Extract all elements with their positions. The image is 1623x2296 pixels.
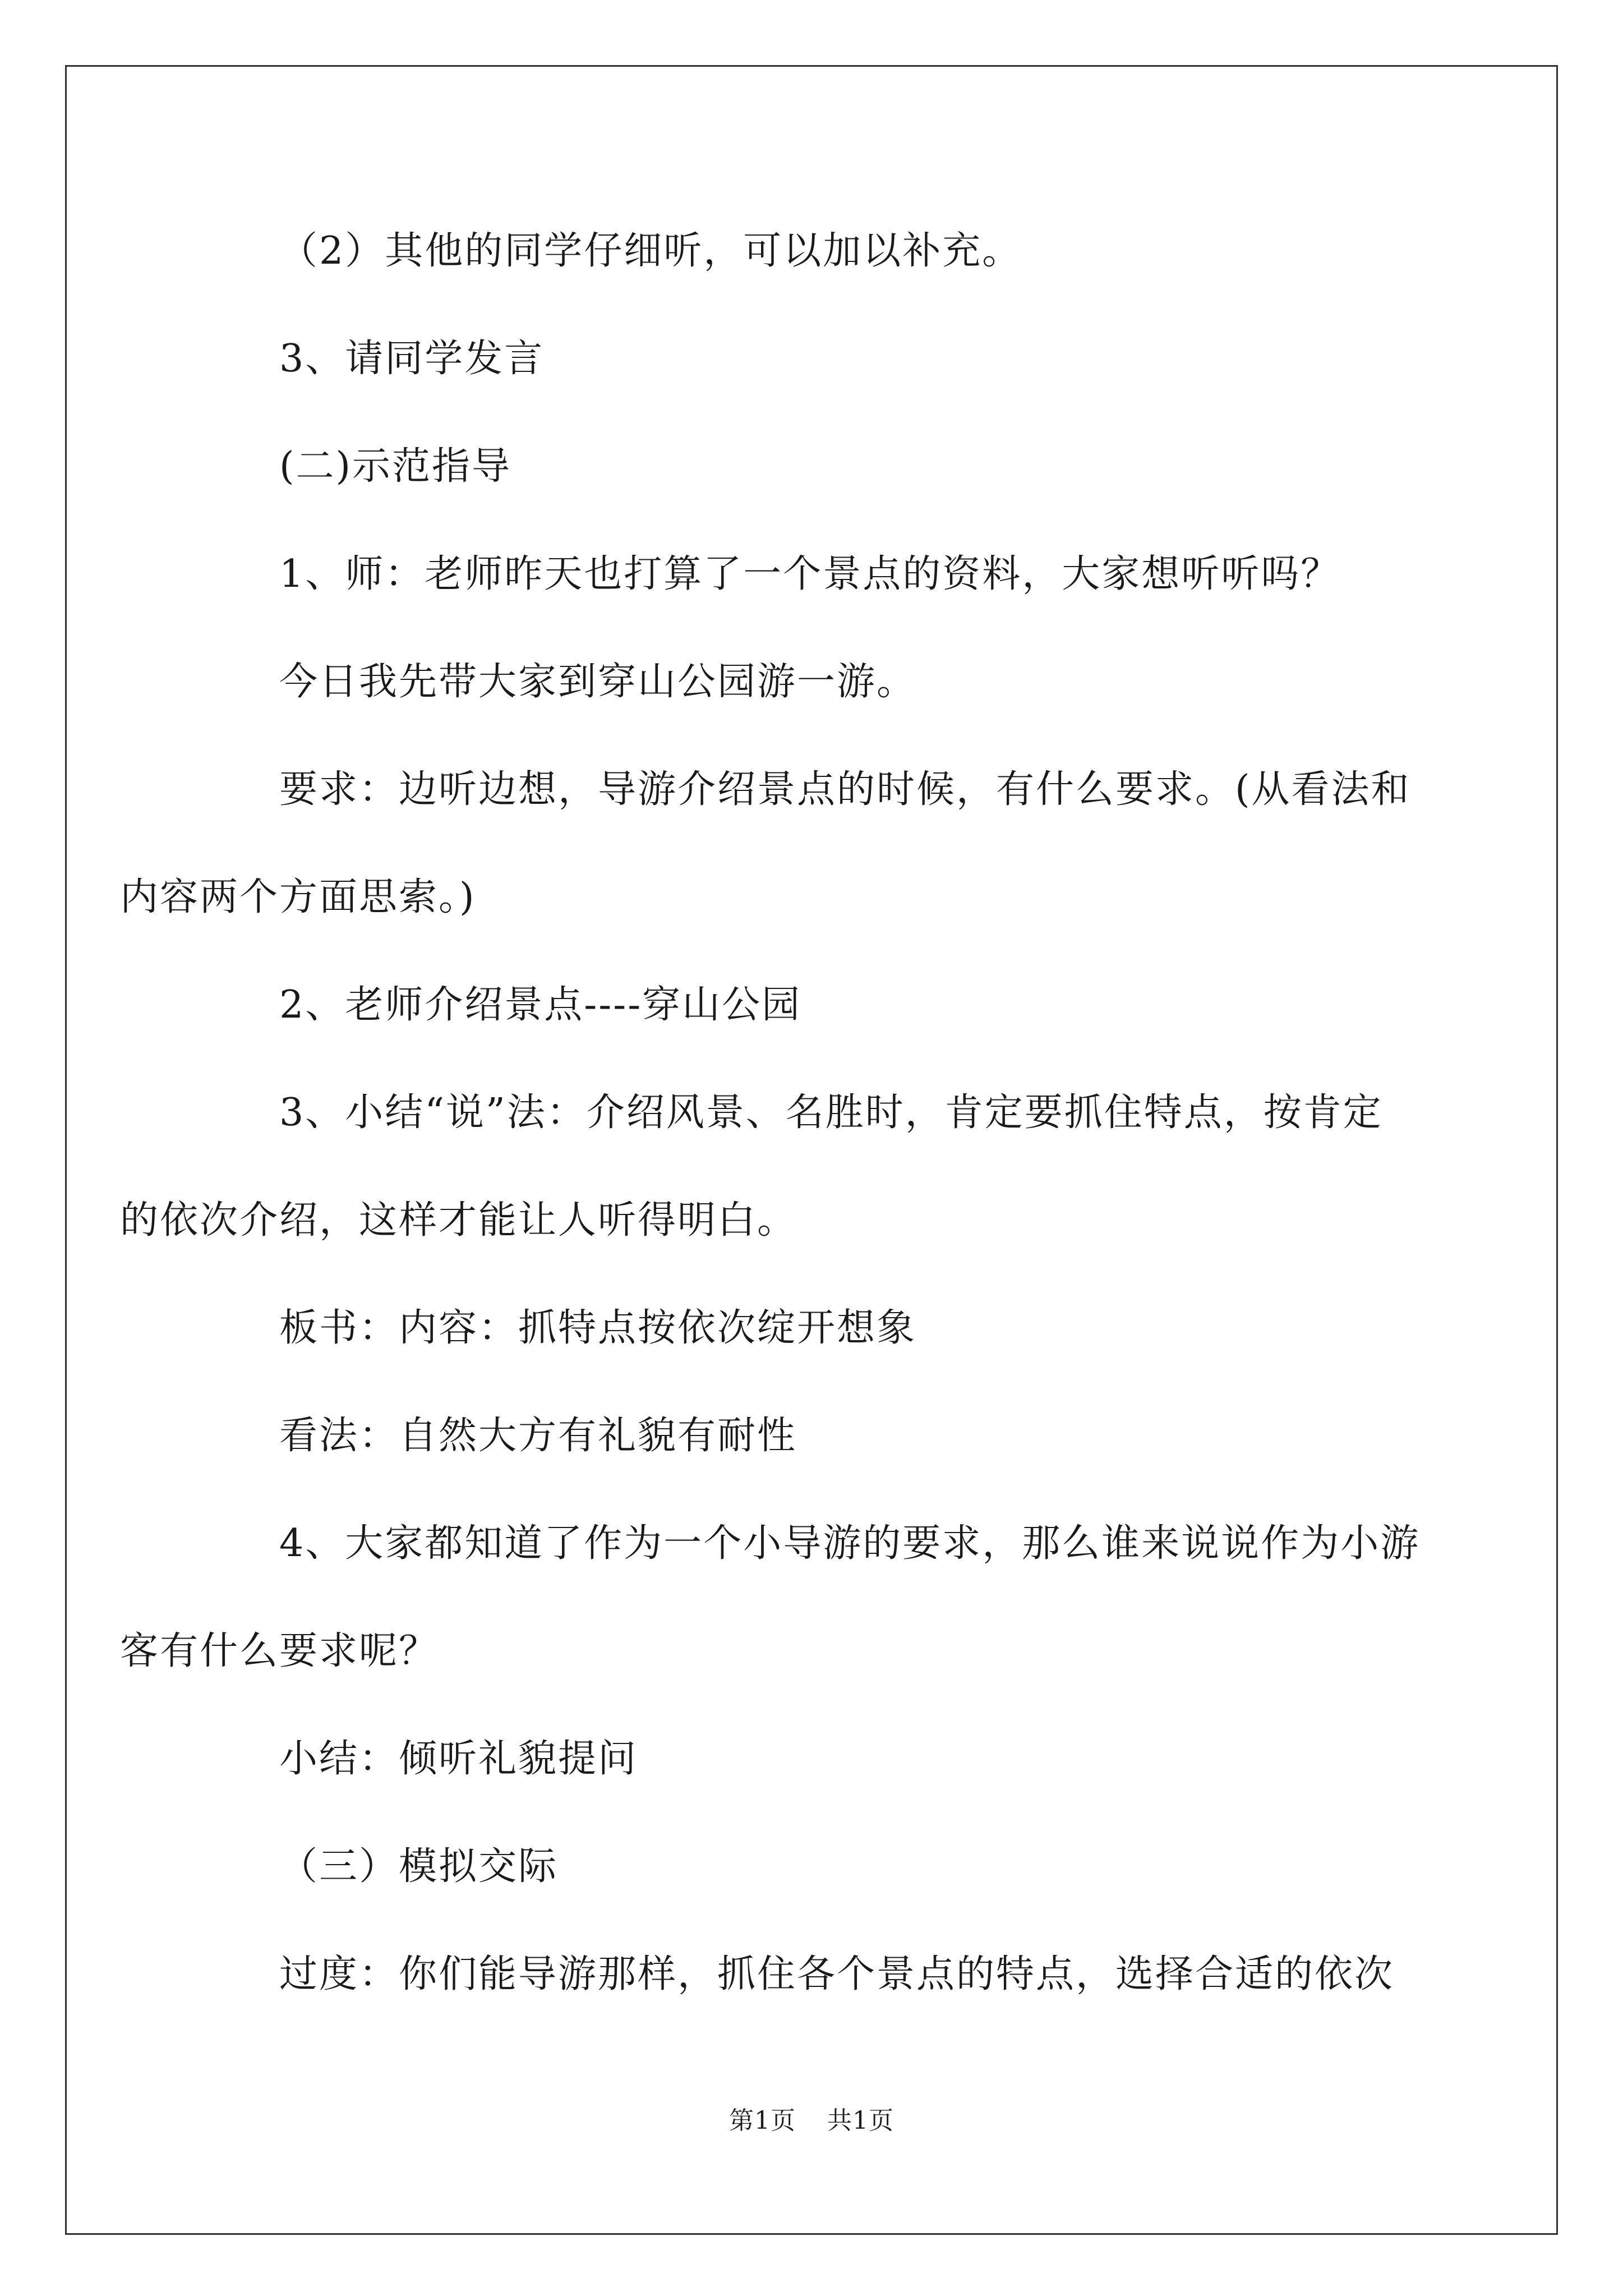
paragraph-8 [120, 1086, 1433, 1248]
paragraph-5 [200, 655, 1433, 709]
page-number: 第1页 [729, 2106, 796, 2135]
paragraph-line: 过度：你们能导游那样，抓住各个景点的特点，选择合适的依次 [279, 1952, 1395, 1996]
paragraph-line: 要求：边听边想，导游介绍景点的时候，有什么要求。(从看法和 [279, 767, 1411, 812]
paragraph-2 [200, 332, 1433, 386]
paragraph-line: 3、请同学发言 [279, 337, 545, 381]
paragraph-12 [200, 1732, 1433, 1786]
paragraph-1 [200, 224, 1433, 278]
page-total: 共1页 [827, 2106, 894, 2135]
paragraph-14 [200, 1948, 1433, 2001]
paragraph-13 [200, 1840, 1433, 1894]
paragraph-line: 1、师：老师昨天也打算了一个景点的资料，大家想听听吗？ [279, 552, 1341, 596]
paragraph-3 [200, 440, 1433, 494]
paragraph-line: 小结：倾听礼貌提问 [279, 1737, 638, 1781]
paragraph-line: 的依次介绍，这样才能让人听得明白。 [120, 1198, 797, 1243]
paragraph-line: (二)示范指导 [279, 444, 512, 489]
paragraph-6 [120, 763, 1433, 924]
paragraph-line: （2）其他的同学仔细听，可以加以补充。 [279, 229, 1022, 273]
paragraph-7 [200, 978, 1433, 1032]
page-footer [0, 2100, 1623, 2136]
paragraph-11 [120, 1517, 1433, 1678]
paragraph-line: 3、小结“说”法：介绍风景、名胜时，肯定要抓住特点，按肯定 [279, 1091, 1383, 1135]
paragraph-line: 客有什么要求呢？ [120, 1629, 439, 1673]
paragraph-line: 内容两个方面思索。) [120, 875, 476, 919]
paragraph-line: 板书：内容：抓特点按依次绽开想象 [279, 1306, 917, 1350]
paragraph-line: （三）模拟交际 [279, 1844, 559, 1889]
paragraph-9 [200, 1301, 1433, 1355]
paragraph-line: 看法：自然大方有礼貌有耐性 [279, 1414, 797, 1458]
document-body [120, 224, 1433, 2055]
paragraph-10 [200, 1409, 1433, 1463]
paragraph-4 [200, 547, 1433, 601]
paragraph-line: 2、老师介绍景点----穿山公园 [279, 983, 802, 1027]
paragraph-line: 今日我先带大家到穿山公园游一游。 [279, 660, 917, 704]
paragraph-line: 4、大家都知道了作为一个小导游的要求，那么谁来说说作为小游 [279, 1521, 1421, 1566]
